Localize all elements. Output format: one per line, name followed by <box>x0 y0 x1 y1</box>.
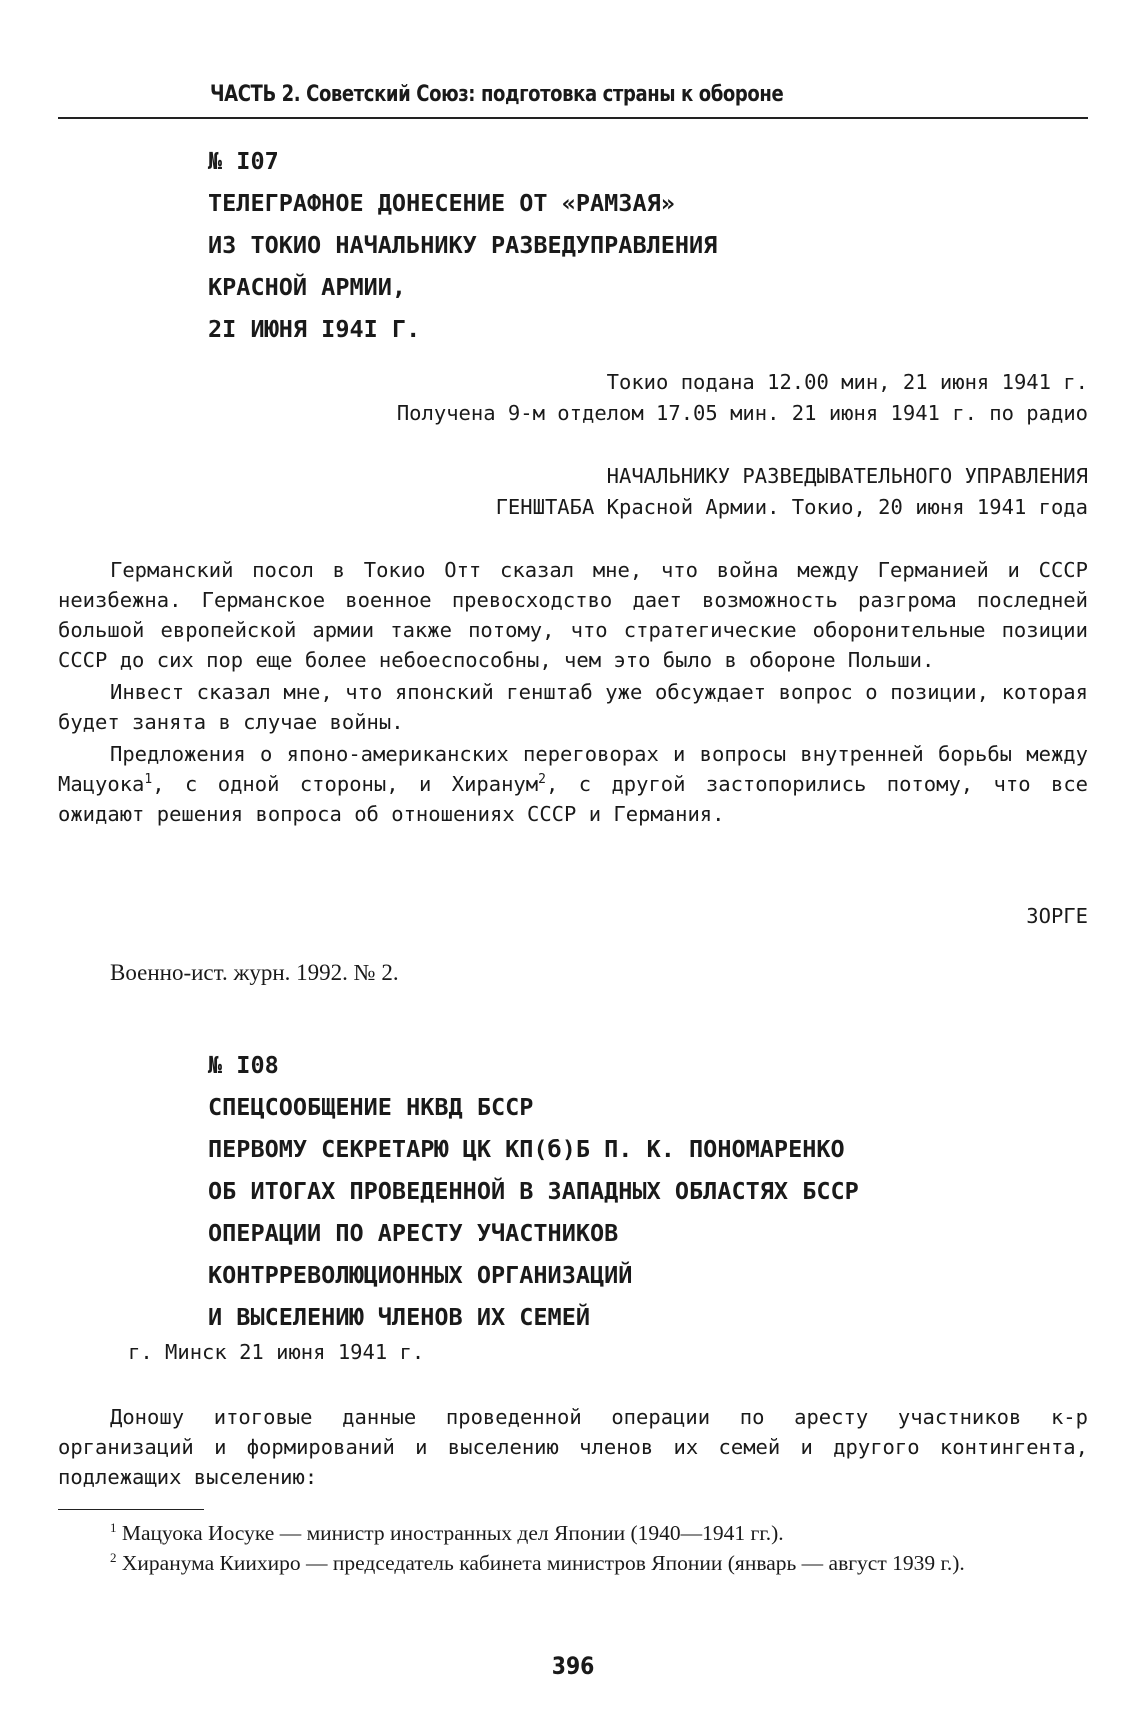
doc107-paragraph-1: Германский посол в Токио Отт сказал мне, что война между Германией и СССР неизбежна. Германское военное превосходство дает возможность разгрома последней большой европейской армии также потому, что стратегические оборонительные позиции СССР до сих пор еще более небоеспособны, чем это было в обороне Польши. <box>58 558 1088 672</box>
doc107-paragraph-3-part-c: , с другой застопорились потому, что все ожидают решения вопроса об отношениях СССР и Германия. <box>58 772 1089 826</box>
doc107-number: № I07 <box>208 147 279 175</box>
doc107-source: Военно-ист. журн. 1992. № 2. <box>110 960 399 985</box>
footnote-2 <box>58 1548 1088 1578</box>
doc107-signature: ЗОРГЕ <box>1026 904 1088 928</box>
doc107-title-line-1: ТЕЛЕГРАФНОЕ ДОНЕСЕНИЕ ОТ «РАМЗАЯ» <box>208 189 675 217</box>
doc108-title-line-6: И ВЫСЕЛЕНИЮ ЧЛЕНОВ ИХ СЕМЕЙ <box>208 1303 591 1331</box>
doc108-title-line-4: ОПЕРАЦИИ ПО АРЕСТУ УЧАСТНИКОВ <box>208 1219 619 1247</box>
footnote-1 <box>58 1518 1088 1548</box>
doc107-title-line-2: ИЗ ТОКИО НАЧАЛЬНИКУ РАЗВЕДУПРАВЛЕНИЯ <box>208 231 718 259</box>
doc107-transmit-line-1: Токио подана 12.00 мин, 21 июня 1941 г. <box>606 370 1088 394</box>
footnote-2-text: Хиранума Киихиро — председатель кабинета министров Японии (январь — август 1939 г.). <box>121 1551 965 1575</box>
doc107-paragraph-2: Инвест сказал мне, что японский генштаб уже обсуждает вопрос о позиции, которая будет занята в случае войны. <box>58 680 1088 734</box>
doc107-heading <box>208 140 717 350</box>
footnotes <box>58 1518 1088 1578</box>
doc108-body <box>58 1402 1088 1492</box>
running-head: ЧАСТЬ 2. Советский Союз: подготовка страны к обороне <box>210 82 784 107</box>
footnote-rule <box>58 1509 204 1510</box>
doc107-transmit-line-2: Получена 9-м отделом 17.05 мин. 21 июня 1941 г. по радио <box>396 401 1088 425</box>
doc108-place-date: г. Минск 21 июня 1941 г. <box>128 1340 425 1364</box>
doc107-address-line-2: ГЕНШТАБА Красной Армии. Токио, 20 июня 1941 года <box>495 495 1088 519</box>
doc108-paragraph-1: Доношу итоговые данные проведенной операции по аресту участников к-р организаций и формирований и выселению членов их семей и другого контингента, подлежащих выселению: <box>58 1405 1088 1489</box>
doc108-title-line-2: ПЕРВОМУ СЕКРЕТАРЮ ЦК КП(б)Б П. К. ПОНОМАРЕНКО <box>208 1135 845 1163</box>
footnote-mark-2: 2 <box>110 1549 117 1565</box>
doc108-title-line-5: КОНТРРЕВОЛЮЦИОННЫХ ОРГАНИЗАЦИЙ <box>208 1261 633 1289</box>
doc107-body <box>58 555 1088 829</box>
page-number-text: 396 <box>551 1652 595 1680</box>
doc108-heading <box>208 1044 859 1338</box>
doc107-paragraph-3-part-a: Предложения о японо-американских переговорах и вопросы внутренней борьбы между Мацуока <box>58 742 1088 796</box>
doc108-title-line-3: ОБ ИТОГАХ ПРОВЕДЕННОЙ В ЗАПАДНЫХ ОБЛАСТЯХ БССР <box>208 1177 859 1205</box>
doc107-address-line-1: НАЧАЛЬНИКУ РАЗВЕДЫВАТЕЛЬНОГО УПРАВЛЕНИЯ <box>606 464 1088 488</box>
footnote-mark-1: 1 <box>110 1519 117 1535</box>
header-rule <box>58 117 1088 119</box>
doc107-paragraph-3 <box>58 739 1088 829</box>
footnote-ref-2: 2 <box>538 772 546 788</box>
footnote-1-text: Мацуока Иосуке — министр иностранных дел Японии (1940—1941 гг.). <box>121 1521 784 1545</box>
doc107-title-line-3: КРАСНОЙ АРМИИ, <box>208 273 407 301</box>
doc107-title-line-4: 2I ИЮНЯ I94I Г. <box>208 315 421 343</box>
doc108-title-line-1: СПЕЦСООБЩЕНИЕ НКВД БССР <box>208 1093 534 1121</box>
doc108-number: № I08 <box>208 1051 279 1079</box>
doc107-paragraph-3-part-b: , с одной стороны, и Хиранум <box>152 772 539 796</box>
page-number <box>0 1652 1146 1680</box>
footnote-ref-1: 1 <box>144 772 153 788</box>
